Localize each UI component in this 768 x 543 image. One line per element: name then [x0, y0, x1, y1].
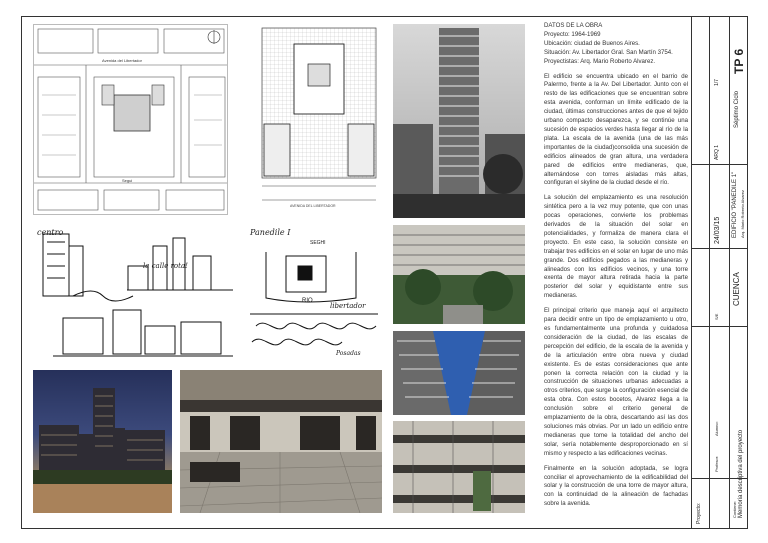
sketch-label-panedile: Panedile I	[250, 228, 291, 237]
photo-tower	[393, 24, 525, 218]
paragraph-3: El principal criterio que maneja aquí el arquitecto para decidir entre un tipo de emplazamiento u otro, es fundamentalmente una profunda y cuidadosa consideración de la ciudad, de las escalas de percepción del edificio, de la escala de la avenida y de la articulación entre obra nueva y ciudad existente. Es de estas consideraciones que ante ponen la correcta relación con la ciudad y la construcción de situaciones urbanas adecuadas a otros criterios, que surge la configuración esencial de esta obra. Con estos bocetos, Alvarez llega a la conclusión sobre el criterio general de emplazamiento de la obra, descartando así las dos soluciones más obvias. Por un lado un edificio entre medianeras que tome la totalidad del ancho del solar, sería notablemente desproporcionado en sí mismo y respecto a las edificaciones vecinas.	[544, 307, 688, 457]
photo-facade-balconies	[393, 421, 525, 513]
title-block-profesor-label: Profesor:	[714, 455, 719, 472]
title-block-contiene-label: Contiene:	[732, 500, 737, 518]
data-situacion: Situación: Av. Libertador Gral. San Martín 3754.	[544, 48, 673, 56]
photo-looking-up	[393, 331, 525, 415]
title-block-fecha: 24/03/15	[714, 216, 721, 244]
site-plan-drawing	[33, 24, 228, 215]
sketch-site-diagram	[246, 226, 382, 362]
title-block-arq: ARQ 1	[714, 144, 720, 160]
data-proyecto: Proyecto: 1964-1969	[544, 30, 601, 38]
title-block-alumno-label: Alumno:	[714, 421, 719, 436]
sketch-label-seghi: SEGHI	[310, 240, 326, 246]
street-label-bottom: Segui	[122, 178, 133, 183]
plan-caption: AVENIDA DEL LIBERTADOR	[290, 204, 336, 208]
photo-ground-floor	[180, 370, 382, 513]
sketch-label-posadas: Posadas	[336, 350, 361, 357]
title-block-arquitecto: Arq. Mario Roberto Alvarez	[740, 189, 745, 238]
title-block-ciclo: Séptimo Ciclo	[734, 90, 740, 128]
sketch-label-calle: la calle rota!	[143, 262, 188, 270]
paragraph-4: Finalmente en la solución adoptada, se logra conciliar el aprovechamiento de la edificabilidad del solar y la construcción de una torre de mayor altura, con la continuidad de la alineación de fachadas sobre la avenida.	[544, 464, 688, 508]
data-heading: DATOS DE LA OBRA	[544, 22, 603, 29]
photo-skyline	[33, 370, 172, 513]
title-block-edificio: EDIFICIO "PANEDILE 1"	[732, 171, 738, 238]
sketch-label-centro: centro	[37, 228, 64, 237]
title-block-contiene: Memoria descriptiva del proyecto	[738, 429, 744, 518]
title-block-escala: S/E	[714, 313, 719, 320]
sketch-label-libertador: libertador	[330, 302, 366, 310]
floor-plan-drawing	[254, 24, 384, 215]
title-block-cuenca: CUENCA	[732, 272, 741, 306]
sketch-label-rio: RIO	[302, 298, 313, 304]
title-block-tp: TP 6	[732, 48, 746, 74]
paragraph-1: El edificio se encuentra ubicado en el barrio de Palermo, frente a la Av. Del Libertador. Junto con el resto de las edificaciones que se encuentran sobre esta avenida, conforman un límite edificado de la ciudad, últimas construcciones antes de que el tejido urbano compacto desaparezca, y se continúe una sucesión de espacios verdes hasta llegar al río de la plata. La escala de la avenida (una de las más importantes de la ciudad)consolida una sucesión de edificios alineados de gran altura, una verdadera pared de edificios entre medianeras, que, alternándose con torres aisladas más altas, configuran el skyline de la ciudad desde el río.	[544, 72, 688, 187]
paragraph-2: La solución del emplazamiento es una resolución sintética pero a la vez muy potente, que con unas pocas operaciones, convierte los problemas derivados de la situación del solar en potencialidades, y formaliza de manera clara el proyecto. En este caso, la solución consiste en trabajar tres edificios en el solar en lugar de uno más grande. Dos edificios pegados a las medianeras y alineados con los edificios vecinos, y una torre exenta de mayor altura retirada hacia la parte posterior del solar y equidistante entre sus medianeras.	[544, 194, 688, 300]
title-block-proyecto-label: Proyecto:	[696, 502, 702, 524]
title-block	[691, 16, 748, 529]
project-data-block	[544, 22, 688, 67]
photo-garden-balconies	[393, 225, 525, 324]
data-ubicacion: Ubicación: ciudad de Buenos Aires.	[544, 39, 640, 47]
sketch-skyline	[33, 226, 240, 362]
data-proyectistas: Proyectistas: Arq. Mario Roberto Alvarez.	[544, 57, 656, 65]
title-block-lamina: 1/7	[714, 79, 720, 86]
descriptive-text-column	[544, 22, 688, 522]
street-label-top: Avenida del Libertador	[102, 58, 142, 63]
